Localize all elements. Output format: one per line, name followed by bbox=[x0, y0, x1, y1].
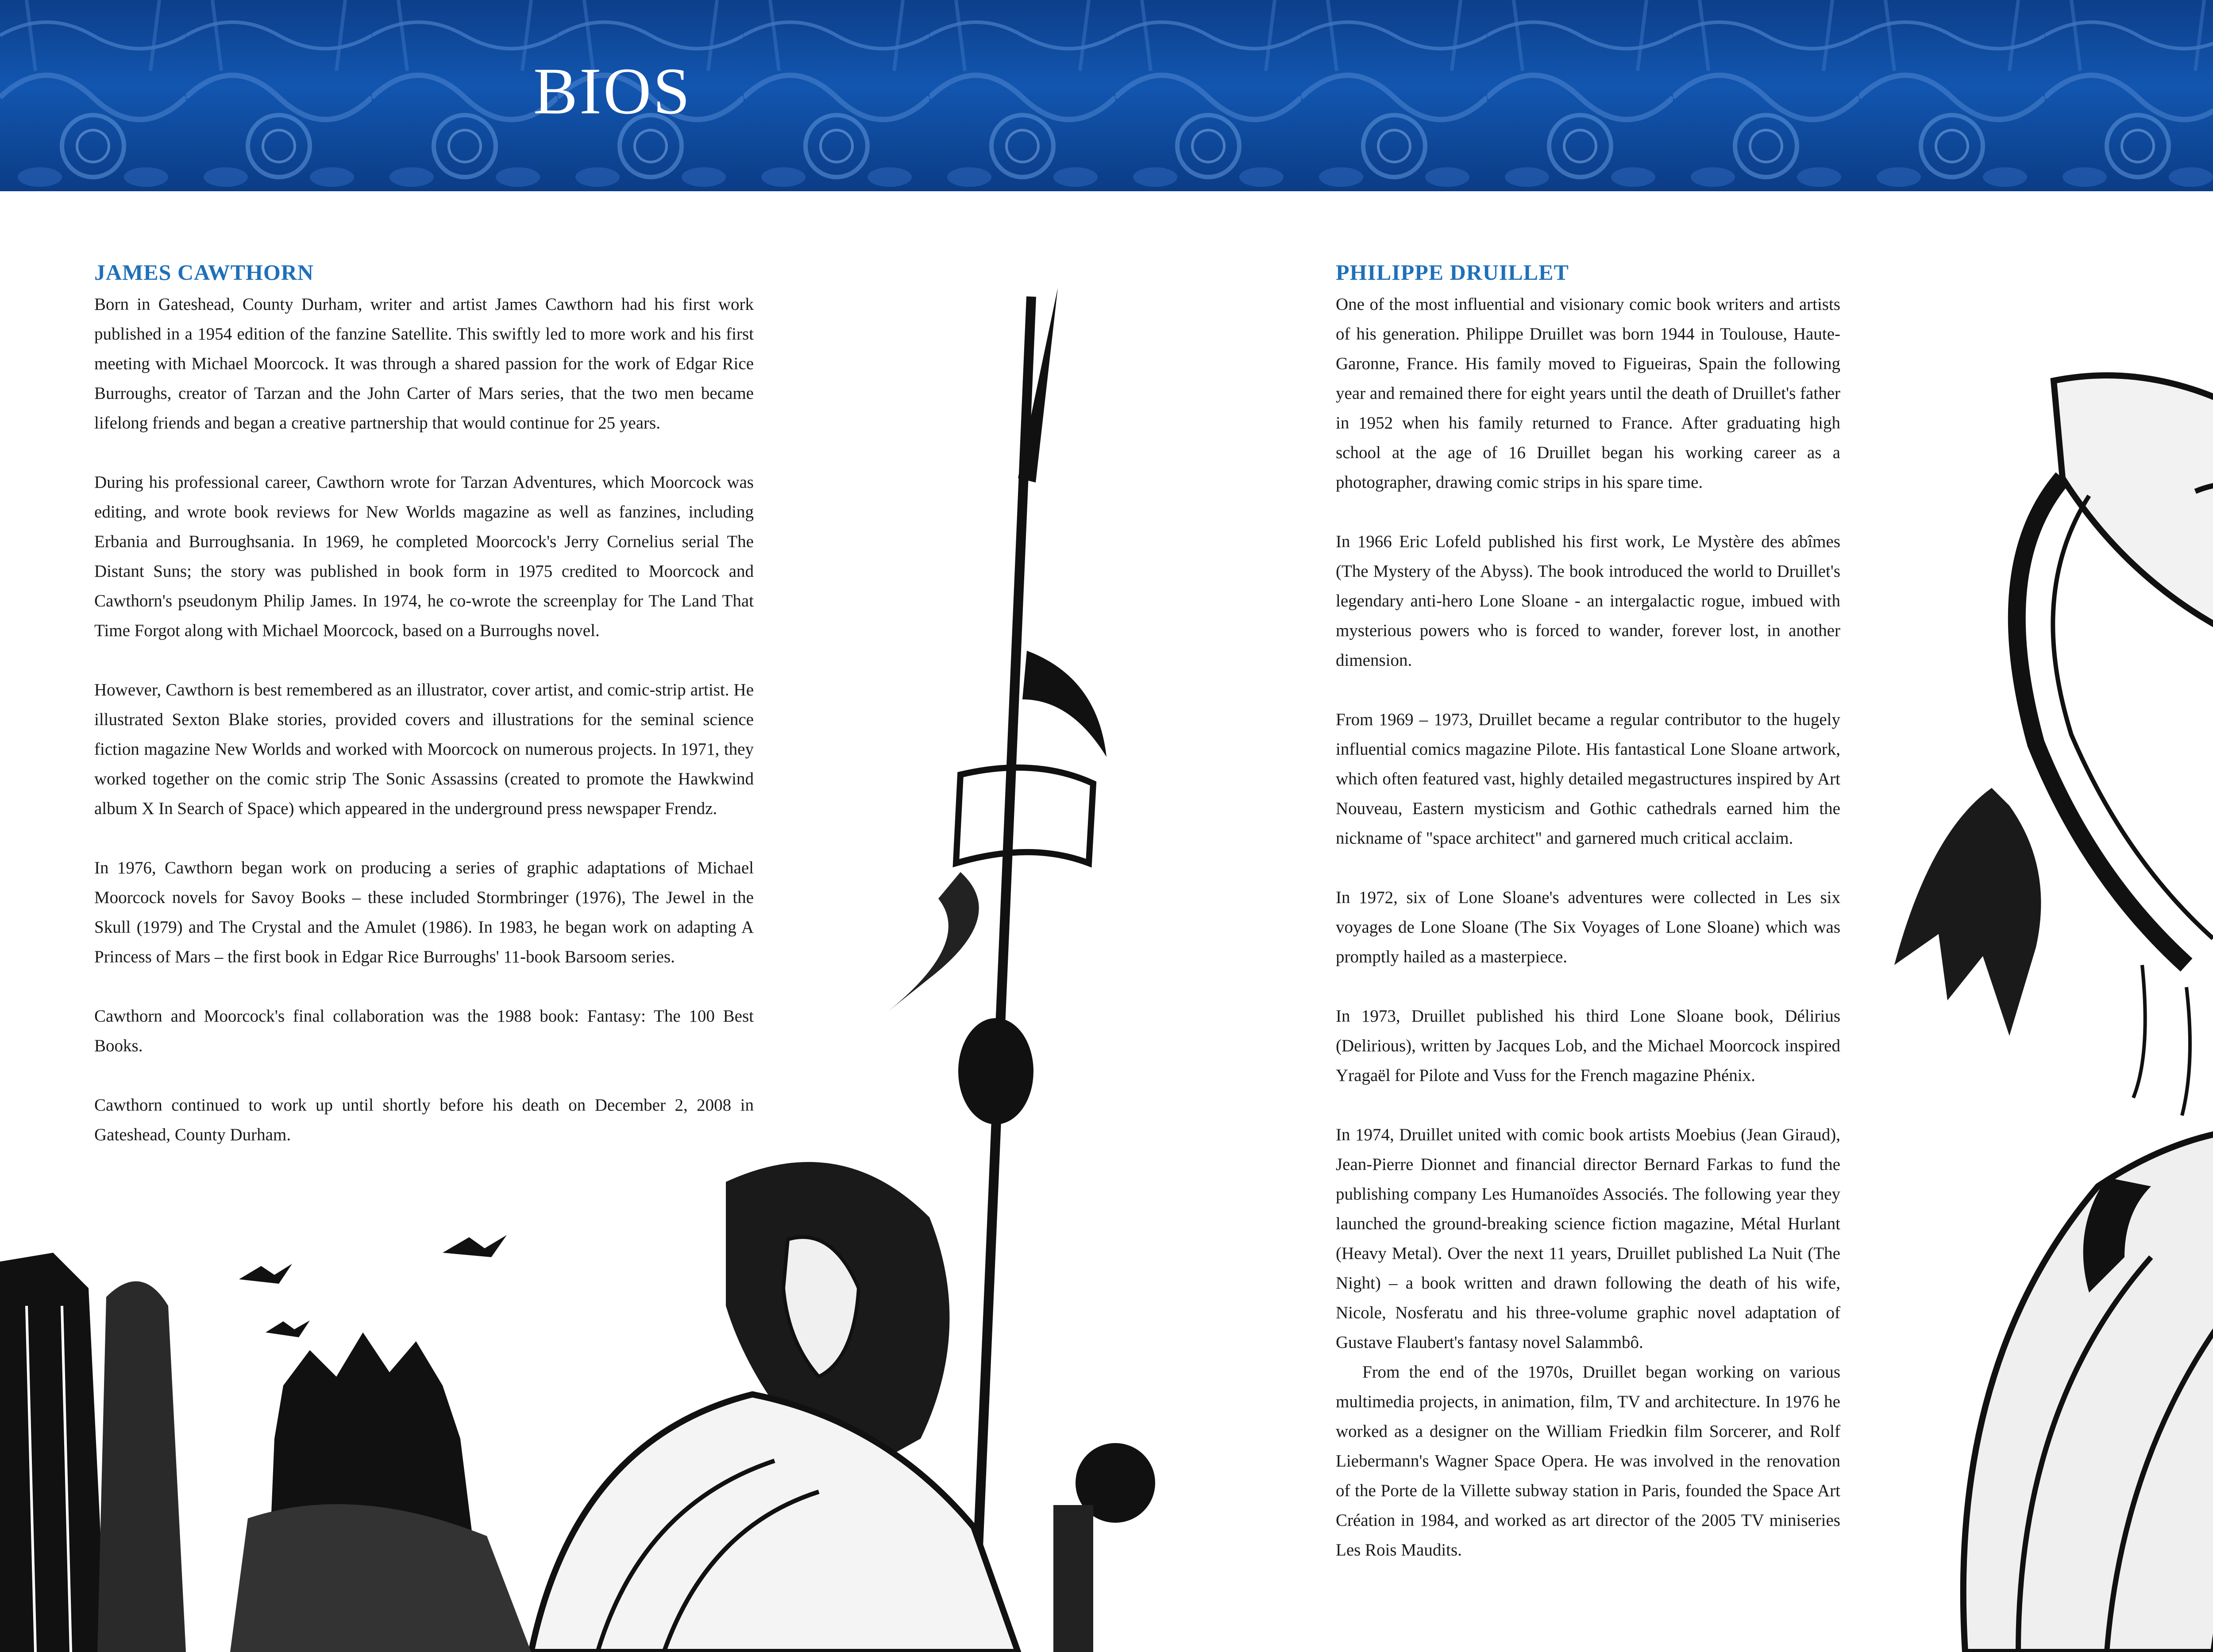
bio-paragraph: From 1969 – 1973, Druillet became a regular contributor to the hugely influential comics magazine Pilote. His fantastical Lone Sloane artwork, which often featured vast, highly detailed megastructures inspired by Art Nouveau, Eastern mysticism and Gothic cathedrals earned him the nickname of "space architect" and garnered much critical acclaim. bbox=[1336, 710, 1840, 848]
bio-paragraph: In 1966 Eric Lofeld published his first work, Le Mystère des abîmes (The Mystery of the Abyss). The book introduced the world to Druillet's legendary anti-hero Lone Sloane - an intergalactic rogue, imbued with mysterious powers who is forced to wander, forever lost, in another dimension. bbox=[1336, 532, 1840, 670]
bio-paragraph: However, Cawthorn is best remembered as an illustrator, cover artist, and comic-strip artist. He illustrated Sexton Blake stories, provided covers and illustrations for the seminal science fiction magazine New Worlds and worked with Moorcock on numerous projects. In 1971, they worked together on the comic strip The Sonic Assassins (created to promote the Hawkwind album X In Search of Space) which appeared in the underground press newspaper Frendz. bbox=[94, 680, 754, 818]
bio-paragraph: One of the most influential and visionary comic book writers and artists of his generation. Philippe Druillet was born 1944 in Toulouse, Haute-Garonne, France. His family moved to Figueiras, Spain the following year and remained there for eight years until the death of Druillet's father in 1952 when his family returned to France. After graduating high school at the age of 16 Druillet began his working career as a photographer, drawing comic strips in his spare time. bbox=[1336, 295, 1840, 492]
page-title: BIOS bbox=[533, 54, 692, 128]
ornament-pattern bbox=[0, 0, 2213, 191]
bio-paragraph: In 1974, Druillet united with comic book artists Moebius (Jean Giraud), Jean-Pierre Dionnet and financial director Bernard Farkas to fund the publishing company Les Humanoïdes Associés. The following year they launched the ground-breaking science fiction magazine, Métal Hurlant (Heavy Metal). Over the next 11 years, Druillet published La Nuit (The Night) – a book written and drawn following the death of his wife, Nicole, Nosferatu and his three-volume graphic novel adaptation of Gustave Flaubert's fantasy novel Salammbô. bbox=[1336, 1125, 1840, 1352]
bio-paragraph: In 1972, six of Lone Sloane's adventures were collected in Les six voyages de Lone Sloane (The Six Voyages of Lone Sloane) which was promptly hailed as a masterpiece. bbox=[1336, 888, 1840, 966]
bio-paragraph: During his professional career, Cawthorn wrote for Tarzan Adventures, which Moorcock was editing, and wrote book reviews for New Worlds magazine as well as fanzines, including Erbania and Burroughsania. In 1969, he completed Moorcock's Jerry Cornelius serial The Distant Suns; the story was published in book form in 1975 credited to Moorcock and Cawthorn's pseudonym Philip James. In 1974, he co-wrote the screenplay for The Land That Time Forgot along with Michael Moorcock, based on a Burroughs novel. bbox=[94, 473, 754, 640]
bio-paragraph: In 1973, Druillet published his third Lone Sloane book, Délirius (Delirious), written by Jacques Lob, and the Michael Moorcock inspired Yragaël for Pilote and Vuss for the French magazine Phénix. bbox=[1336, 1007, 1840, 1085]
bio-paragraph: Born in Gateshead, County Durham, writer and artist James Cawthorn had his first work published in a 1954 edition of the fanzine Satellite. This swiftly led to more work and his first meeting with Michael Moorcock. It was through a shared passion for the work of Edgar Rice Burroughs, creator of Tarzan and the John Carter of Mars series, that the two men became lifelong friends and began a creative partnership that would continue for 25 years. bbox=[94, 295, 754, 432]
bio-paragraph: Cawthorn and Moorcock's final collaboration was the 1988 book: Fantasy: The 100 Best Books. bbox=[94, 1007, 754, 1055]
header-banner bbox=[0, 0, 2213, 191]
bio-philippe-druillet bbox=[1336, 257, 1840, 1594]
warrior-illustration bbox=[0, 288, 1222, 1652]
bio-paragraph: Cawthorn continued to work up until shortly before his death on December 2, 2008 in Gateshead, County Durham. bbox=[94, 1096, 754, 1144]
bio-heading: JAMES CAWTHORN bbox=[94, 260, 314, 285]
bio-paragraph: From the end of the 1970s, Druillet began working on various multimedia projects, in animation, film, TV and architecture. In 1976 he worked as a designer on the William Friedkin film Sorcerer, and Rolf Liebermann's Wagner Space Opera. He was involved in the renovation of the Porte de la Villette subway station in Paris, founded the Space Art Création in 1984, and worked as art director of the 2005 TV miniseries Les Rois Maudits. bbox=[1336, 1363, 1840, 1559]
dragon-illustration bbox=[1877, 345, 2213, 1652]
bio-paragraph: In 1976, Cawthorn began work on producing a series of graphic adaptations of Michael Moorcock novels for Savoy Books – these included Stormbringer (1976), The Jewel in the Skull (1979) and The Crystal and the Amulet (1986). In 1983, he began work on adapting A Princess of Mars – the first book in Edgar Rice Burroughs' 11-book Barsoom series. bbox=[94, 858, 754, 966]
bio-heading: PHILIPPE DRUILLET bbox=[1336, 260, 1569, 285]
